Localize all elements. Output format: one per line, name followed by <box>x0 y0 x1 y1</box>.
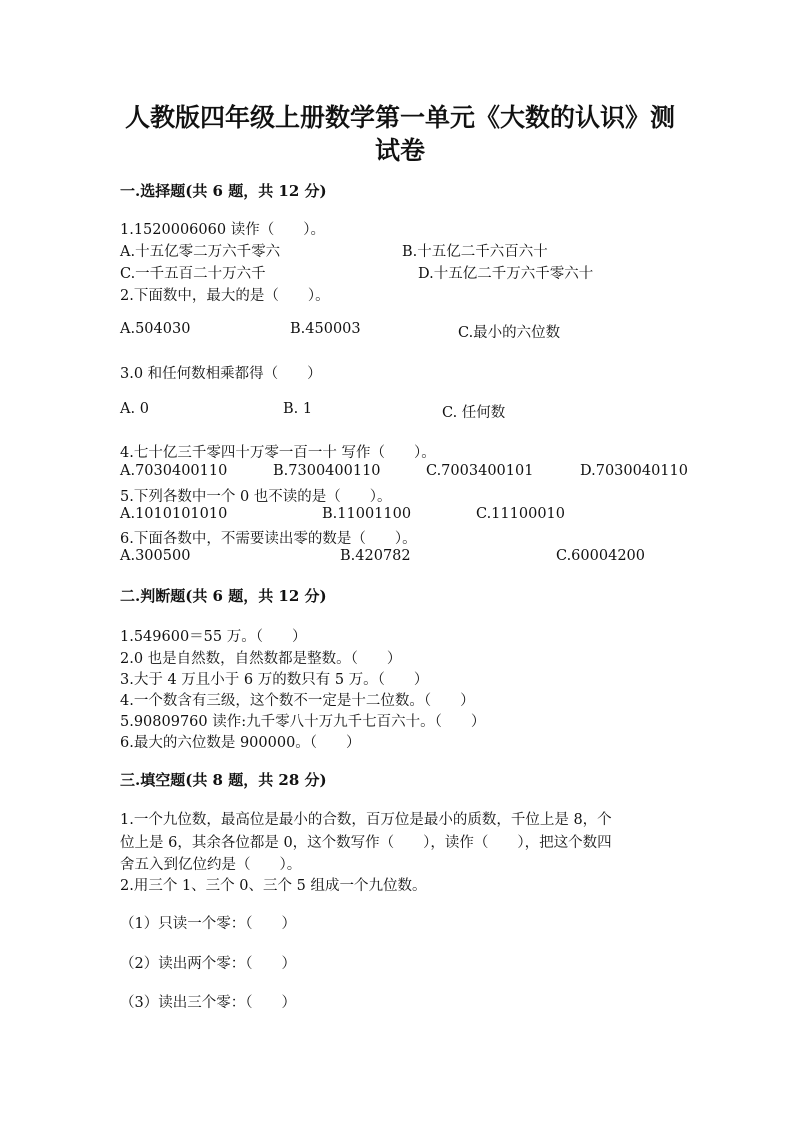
question-3-option-c: C. 任何数 <box>442 405 506 421</box>
judgment-item: 3.大于 4 万且小于 6 万的数只有 5 万。（ ） <box>120 672 429 688</box>
question-2-option-a: A.504030 <box>120 321 191 337</box>
question-6-option-c: C.60004200 <box>556 548 645 564</box>
question-4-option-d: D.7030040110 <box>580 463 688 479</box>
section-heading-fill-blank: 三.填空题(共 8 题，共 28 分) <box>120 771 327 789</box>
fill-question-2-sub-3: （3）读出三个零：（ ） <box>120 995 296 1011</box>
fill-question-1-line1: 1.一个九位数，最高位是最小的合数，百万位是最小的质数，千位上是 8，个 <box>120 812 612 828</box>
question-1-option-c: C.一千五百二十万六千 <box>120 266 266 282</box>
question-6-option-a: A.300500 <box>120 548 191 564</box>
judgment-item: 4.一个数含有三级，这个数不一定是十二位数。（ ） <box>120 693 475 709</box>
question-2-option-b: B.450003 <box>290 321 361 337</box>
question-4-option-b: B.7300400110 <box>273 463 381 479</box>
fill-question-2-stem: 2.用三个 1、三个 0、三个 5 组成一个九位数。 <box>120 878 427 894</box>
judgment-item: 2.0 也是自然数，自然数都是整数。（ ） <box>120 651 402 667</box>
question-2-stem: 2.下面数中，最大的是（ ）。 <box>120 288 330 304</box>
fill-question-1-line3: 舍五入到亿位约是（ ）。 <box>120 857 302 873</box>
question-6-option-b: B.420782 <box>340 548 411 564</box>
page-title-line2: 试卷 <box>374 136 425 165</box>
judgment-item: 1.549600＝55 万。（ ） <box>120 629 307 645</box>
question-4-stem: 4.七十亿三千零四十万零一百一十 写作（ ）。 <box>120 445 436 461</box>
question-3-option-a: A. 0 <box>120 401 149 417</box>
question-4-option-c: C.7003400101 <box>426 463 534 479</box>
page-title-line1: 人教版四年级上册数学第一单元《大数的认识》测 <box>124 103 675 132</box>
question-5-option-c: C.11100010 <box>476 506 565 522</box>
section-heading-judgment: 二.判断题(共 6 题，共 12 分) <box>120 587 327 605</box>
question-1-option-d: D.十五亿二千万六千零六十 <box>418 266 594 282</box>
fill-question-2-sub-1: （1）只读一个零：（ ） <box>120 916 296 932</box>
question-2-option-c: C.最小的六位数 <box>458 325 561 341</box>
question-5-option-b: B.11001100 <box>322 506 412 522</box>
question-1-option-a: A.十五亿零二万六千零六 <box>120 244 281 260</box>
judgment-item: 6.最大的六位数是 900000。（ ） <box>120 735 361 751</box>
fill-question-1-line2: 位上是 6，其余各位都是 0，这个数写作（ ），读作（ ），把这个数四 <box>120 835 612 851</box>
judgment-item: 5.90809760 读作:九千零八十万九千七百六十。（ ） <box>120 714 486 730</box>
fill-question-2-sub-2: （2）读出两个零：（ ） <box>120 956 296 972</box>
question-6-stem: 6.下面各数中，不需要读出零的数是（ ）。 <box>120 531 417 547</box>
section-heading-choice: 一.选择题(共 6 题，共 12 分) <box>120 182 327 200</box>
question-1-stem: 1.1520006060 读作（ ）。 <box>120 222 325 238</box>
question-5-option-a: A.1010101010 <box>120 506 228 522</box>
question-5-stem: 5.下列各数中一个 0 也不读的是（ ）。 <box>120 489 392 505</box>
question-3-stem: 3.0 和任何数相乘都得（ ） <box>120 366 322 382</box>
question-1-option-b: B.十五亿二千六百六十 <box>402 244 548 260</box>
question-4-option-a: A.7030400110 <box>120 463 228 479</box>
question-3-option-b: B. 1 <box>283 401 313 417</box>
